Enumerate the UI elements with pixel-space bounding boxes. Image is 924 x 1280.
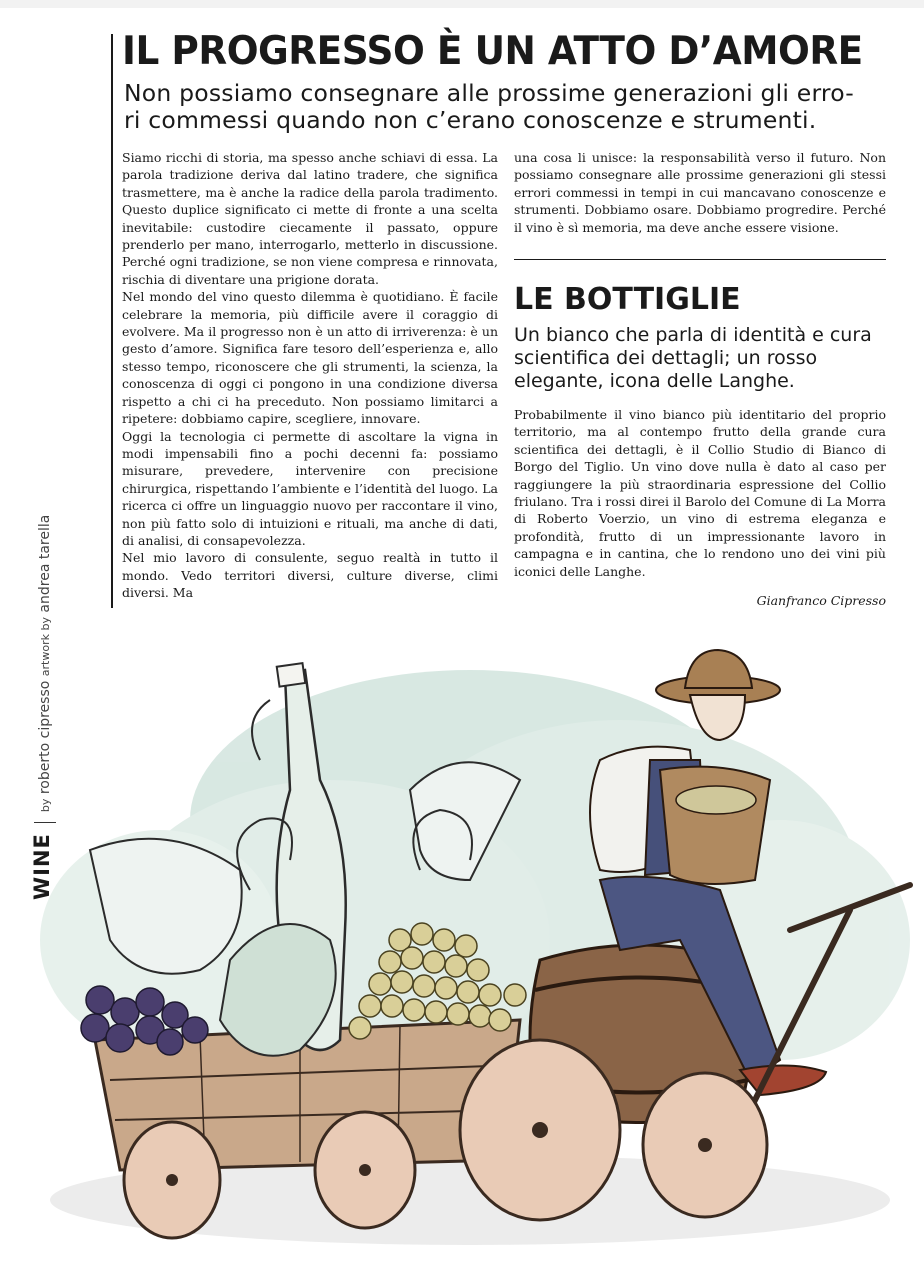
top-margin [0, 0, 924, 8]
page-title: IL PROGRESSO È UN ATTO D’AMORE [122, 29, 863, 74]
title-rule [111, 34, 113, 608]
section-divider [514, 259, 886, 260]
paragraph: Oggi la tecnologia ci permette di ascoltare la vigna in modi impensabili fino a pochi decenni fa: possiamo misurare, prevedere, intervenire con precisione chirurgica, rispettando l’ambiente e l’identità del luogo. La ricerca ci offre un linguaggio nuovo per raccontare il vino, non più fatto solo di intuizioni e rituali, ma anche di dati, di analisi, di consapevolezza. [122, 428, 498, 548]
article-column-2 [514, 149, 886, 236]
section-label: WINE [30, 833, 54, 900]
wine-cart-illustration [0, 640, 924, 1280]
paragraph: Nel mio lavoro di consulente, seguo realtà in tutto il mondo. Vedo territori diversi, culture diverse, climi diversi. Ma [122, 550, 498, 601]
bottles-text [514, 406, 886, 580]
paragraph: una cosa li unisce: la responsabilità verso il futuro. Non possiamo consegnare alle prossime generazioni gli stessi errori commessi in tempi in cui mancavano conoscenze e strumenti. Dobbiamo osare. Dobbiamo progredire. Perché il vino è sì memoria, ma deve anche essere visione. [514, 150, 886, 235]
bottles-subheading: Un bianco che parla di identità e cura scientifica dei dettagli; un rosso elegante, icona delle Langhe. [514, 324, 872, 392]
paragraph: Nel mondo del vino questo dilemma è quotidiano. È facile celebrare la memoria, più difficile avere il coraggio di evolvere. Ma il progresso non è un atto di irriverenza: è un gesto d’amore. Significa fare tesoro dell’esperienza e, allo stesso tempo, riconoscere che gli strumenti, la scienza, la conoscenza di oggi ci pongono in una condizione diversa rispetto a chi ci ha preceduto. Non possiamo limitarci a ripetere: dobbiamo capire, scegliere, innovare. [122, 289, 498, 427]
paragraph: Probabilmente il vino bianco più identitario del proprio territorio, ma al contempo frutto della grande cura scientifica dei dettagli, è il Collio Studio di Bianco di Borgo del Tiglio. Un vino dove nulla è dato al caso per raggiungere la più straordinaria espressione del Collio friulano. Tra i rossi direi il Barolo del Comune di La Morra di Roberto Voerzio, un vino di estrema eleganza e profondità, frutto di un impressionante lavoro in campagna e in cantina, che lo rendono uno dei vini più iconici delle Langhe. [514, 407, 886, 579]
subtitle-line-1: Non possiamo consegnare alle prossime generazioni gli erro- [124, 79, 854, 107]
subtitle-line-2: ri commessi quando non c’erano conoscenze e strumenti. [124, 106, 817, 134]
page-subtitle [124, 80, 894, 134]
paragraph: Siamo ricchi di storia, ma spesso anche schiavi di essa. La parola tradizione deriva dal latino tradere, che significa trasmettere, ma è anche la radice della parola tradimento. Questo duplice significato ci mette di fronte a una scelta inevitabile: custodire ciecamente il passato, oppure prenderlo per mano, interrogarlo, metterlo in discussione. Perché ogni tradizione, se non viene compresa e rinnovata, rischia di diventare una prigione dorata. [122, 150, 498, 287]
credits: by roberto cipresso artwork by andrea tarella [37, 514, 53, 813]
bottles-heading: LE BOTTIGLIE [514, 282, 741, 317]
article-column-1 [122, 149, 498, 602]
author-signature: Gianfranco Cipresso [756, 593, 886, 608]
